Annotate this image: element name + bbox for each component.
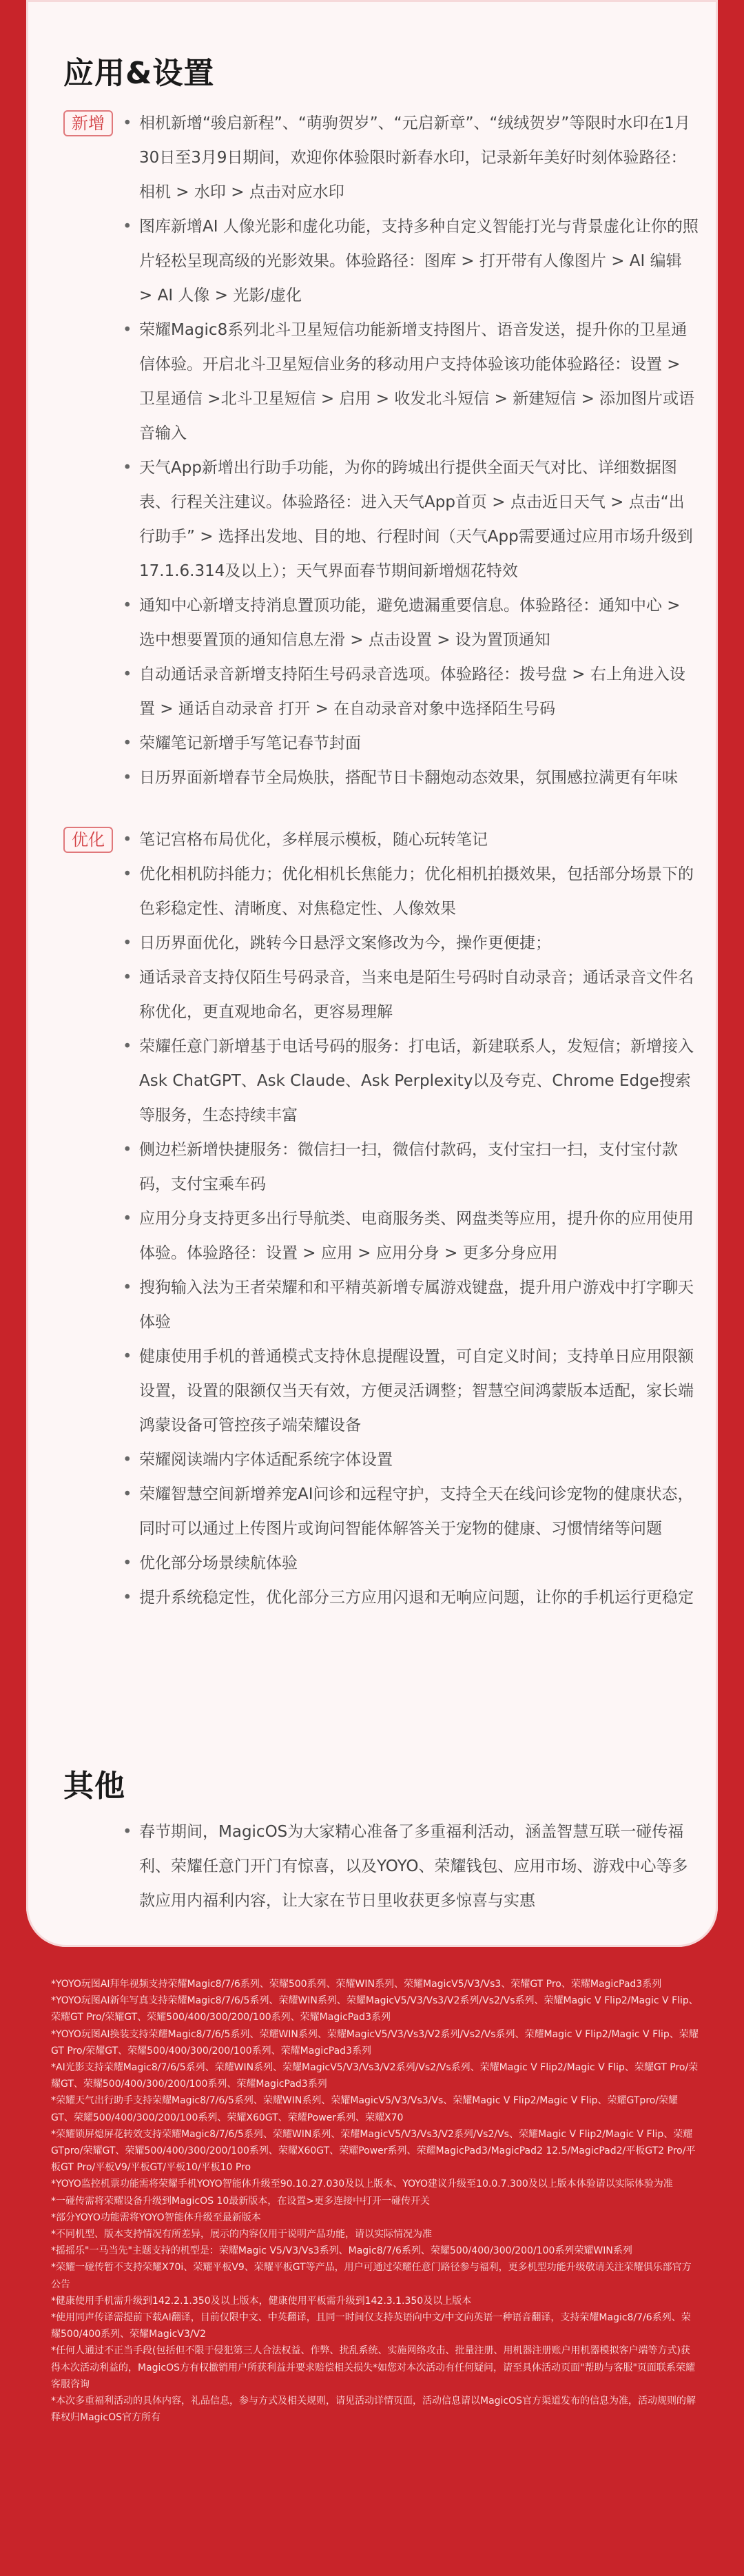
footnote: *使用同声传译需提前下载AI翻译，目前仅限中文、中英翻译，且同一时间仅支持英语向中文/中文向英语一种语音翻译，支持荣耀Magic8/7/6系列、荣耀500/400系列、荣耀MagicV3/V2 [51,2312,691,2340]
list-item: • 日历界面优化，跳转今日悬浮文案修改为今，操作更便捷； [128,926,700,960]
footnote: *YOYO玩图AI拜年视频支持荣耀Magic8/7/6系列、荣耀500系列、荣耀WIN系列、荣耀MagicV5/V3/Vs3、荣耀GT Pro、荣耀MagicPad3系列 [51,1979,662,1990]
list-item: • 优化相机防抖能力；优化相机长焦能力；优化相机拍摄效果，包括部分场景下的色彩稳定性、清晰度、对焦稳定性、人像效果 [128,857,700,926]
list-item: • 天气App新增出行助手功能，为你的跨城出行提供全面天气对比、详细数据图表、行程关注建议。体验路径：进入天气App首页 > 点击近日天气 > 点击“出行助手” > 选择出发地、目的地、行程时间（天气App需要通过应用市场升级到17.1.6.314及以上）；天气界面春节期间新增烟花特效 [128,451,700,588]
list-item: • 日历界面新增春节全局焕肤，搭配节日卡翻炮动态效果，氛围感拉满更有年味 [128,761,700,795]
list-item: • 图库新增AI 人像光影和虚化功能，支持多种自定义智能打光与背景虚化让你的照片轻松呈现高级的光影效果。体验路径：图库 > 打开带有人像图片 > AI 编辑 > AI 人像 > 光影/虚化 [128,209,700,313]
footnote: *任何人通过不正当手段(包括但不限于侵犯第三人合法权益、作弊、扰乱系统、实施网络攻击、批量注册、用机器注册账户用机器模拟客户端等方式)获得本次活动利益的，MagicOS方有权撤销用户所获利益并要求赔偿相关损失*如您对本次活动有任何疑问，请至具体活动页面"帮助与客服"页面联系荣耀客服咨询 [51,2345,695,2390]
footnote: *AI光影支持荣耀Magic8/7/6/5系列、荣耀WIN系列、荣耀MagicV5/V3/Vs3/V2系列/Vs2/Vs系列、荣耀Magic V Flip2/Magic V Flip、荣耀GT Pro/荣耀GT、荣耀500/400/300/200/100系列、荣耀MagicPad3系列 [51,2062,699,2090]
list-item: • 荣耀智慧空间新增养宠AI问诊和远程守护，支持全天在线问诊宠物的健康状态，同时可以通过上传图片或询问智能体解答关于宠物的健康、习惯情绪等问题 [128,1477,700,1546]
list-item: • 通话录音支持仅陌生号码录音，当来电是陌生号码时自动录音；通话录音文件名称优化，更直观地命名，更容易理解 [128,960,700,1029]
list-item: • 春节期间，MagicOS为大家精心准备了多重福利活动，涵盖智慧互联一碰传福利、荣耀任意门开门有惊喜，以及YOYO、荣耀钱包、应用市场、游戏中心等多款应用内福利内容，让大家在节日里收获更多惊喜与实惠 [128,1815,700,1918]
optimize-tag: 优化 [63,827,113,853]
optimize-items-list [128,823,700,1615]
footnote: *摇摇乐"一马当先"主题支持的机型是：荣耀Magic V5/V3/Vs3系列、Magic8/7/6系列、荣耀500/400/300/200/100系列荣耀WIN系列 [51,2245,632,2257]
list-item: • 相机新增“骏启新程”、“萌驹贺岁”、“元启新章”、“绒绒贺岁”等限时水印在1月30日至3月9日期间，欢迎你体验限时新春水印，记录新年美好时刻体验路径：相机 > 水印 > 点击对应水印 [128,106,700,209]
footnote: *YOYO玩图AI新年写真支持荣耀Magic8/7/6/5系列、荣耀WIN系列、荣耀MagicV5/V3/Vs3/V2系列/Vs2/Vs系列、荣耀Magic V Flip2/Magic V Flip、荣耀GT Pro/荣耀GT、荣耀500/400/300/200/100系列、荣耀MagicPad3系列 [51,1995,699,2023]
footnote: *荣耀天气出行助手支持荣耀Magic8/7/6/5系列、荣耀WIN系列、荣耀MagicV5/V3/Vs3/Vs、荣耀Magic V Flip2/Magic V Flip、荣耀GTpro/荣耀GT、荣耀500/400/300/200/100系列、荣耀X60GT、荣耀Power系列、荣耀X70 [51,2095,679,2123]
footnote: *不同机型、版本支持情况有所差异，展示的内容仅用于说明产品功能，请以实际情况为准 [51,2229,432,2240]
footnotes [51,1976,699,2426]
list-item: • 提升系统稳定性，优化部分三方应用闪退和无响应问题，让你的手机运行更稳定 [128,1580,700,1615]
list-item: • 笔记宫格布局优化，多样展示模板，随心玩转笔记 [128,823,700,857]
footnote: *部分YOYO功能需将YOYO智能体升级至最新版本 [51,2212,261,2223]
list-item: • 搜狗输入法为王者荣耀和和平精英新增专属游戏键盘，提升用户游戏中打字聊天体验 [128,1270,700,1339]
footnote: *YOYO玩图AI换装支持荣耀Magic8/7/6/5系列、荣耀WIN系列、荣耀MagicV5/V3/Vs3/V2系列/Vs2/Vs系列、荣耀Magic V Flip2/Magic V Flip、荣耀GT Pro/荣耀GT、荣耀500/400/300/200/100系列、荣耀MagicPad3系列 [51,2028,699,2057]
list-item: • 荣耀任意门新增基于电话号码的服务：打电话，新建联系人，发短信；新增接入Ask ChatGPT、Ask Claude、Ask Perplexity以及夸克、Chrome Edge搜索等服务，生态持续丰富 [128,1029,700,1133]
footnote: *荣耀一碰传暂不支持荣耀X70i、荣耀平板V9、荣耀平板GT等产品，用户可通过荣耀任意门路径参与福利，更多机型功能升级敬请关注荣耀俱乐部官方公告 [51,2262,692,2290]
new-items-list [128,106,700,795]
new-tag: 新增 [63,110,113,136]
footnote: *荣耀锁屏熄屏花转效支持荣耀Magic8/7/6/5系列、荣耀WIN系列、荣耀MagicV5/V3/Vs3/V2系列/Vs2/Vs、荣耀Magic V Flip2/Magic V Flip、荣耀GTpro/荣耀GT、荣耀500/400/300/200/100系列、荣耀X60GT、荣耀Power系列、荣耀MagicPad3/MagicPad2 12.5/MagicPad2/平板GT2 Pro/平板GT Pro/平板V9/平板GT/平板10/平板10 Pro [51,2128,696,2174]
section-title-other: 其他 [63,1769,125,1804]
list-item: • 健康使用手机的普通模式支持休息提醒设置，可自定义时间；支持单日应用限额设置，设置的限额仅当天有效，方便灵活调整；智慧空间鸿蒙版本适配，家长端鸿蒙设备可管控孩子端荣耀设备 [128,1339,700,1443]
other-items-list [128,1815,700,1918]
footnote: *健康使用手机需升级到142.2.1.350及以上版本，健康使用平板需升级到142.3.1.350及以上版本 [51,2295,472,2307]
section-title-apps-settings: 应用&设置 [63,56,215,91]
footnote: *一碰传需将荣耀设备升级到MagicOS 10最新版本，在设置>更多连接中打开一碰传开关 [51,2195,431,2207]
list-item: • 优化部分场景续航体验 [128,1546,700,1580]
list-item: • 自动通话录音新增支持陌生号码录音选项。体验路径：拨号盘 > 右上角进入设置 > 通话自动录音 打开 > 在自动录音对象中选择陌生号码 [128,657,700,726]
list-item: • 荣耀笔记新增手写笔记春节封面 [128,726,700,761]
list-item: • 侧边栏新增快捷服务：微信扫一扫，微信付款码，支付宝扫一扫，支付宝付款码，支付宝乘车码 [128,1133,700,1202]
footnote: *YOYO监控机票功能需将荣耀手机YOYO智能体升级至90.10.27.030及以上版本、YOYO建议升级至10.0.7.300及以上版本体验请以实际体验为准 [51,2178,673,2190]
list-item: • 通知中心新增支持消息置顶功能，避免遗漏重要信息。体验路径：通知中心 > 选中想要置顶的通知信息左滑 > 点击设置 > 设为置顶通知 [128,588,700,657]
list-item: • 荣耀阅读端内字体适配系统字体设置 [128,1443,700,1477]
list-item: • 荣耀Magic8系列北斗卫星短信功能新增支持图片、语音发送，提升你的卫星通信体验。开启北斗卫星短信业务的移动用户支持体验该功能体验路径：设置 > 卫星通信 >北斗卫星短信 > 启用 > 收发北斗短信 > 新建短信 > 添加图片或语音输入 [128,313,700,451]
footnote: *本次多重福利活动的具体内容，礼品信息，参与方式及相关规则，请见活动详情页面，活动信息请以MagicOS官方渠道发布的信息为准，活动规则的解释权归MagicOS官方所有 [51,2395,696,2424]
list-item: • 应用分身支持更多出行导航类、电商服务类、网盘类等应用，提升你的应用使用体验。体验路径：设置 > 应用 > 应用分身 > 更多分身应用 [128,1202,700,1270]
